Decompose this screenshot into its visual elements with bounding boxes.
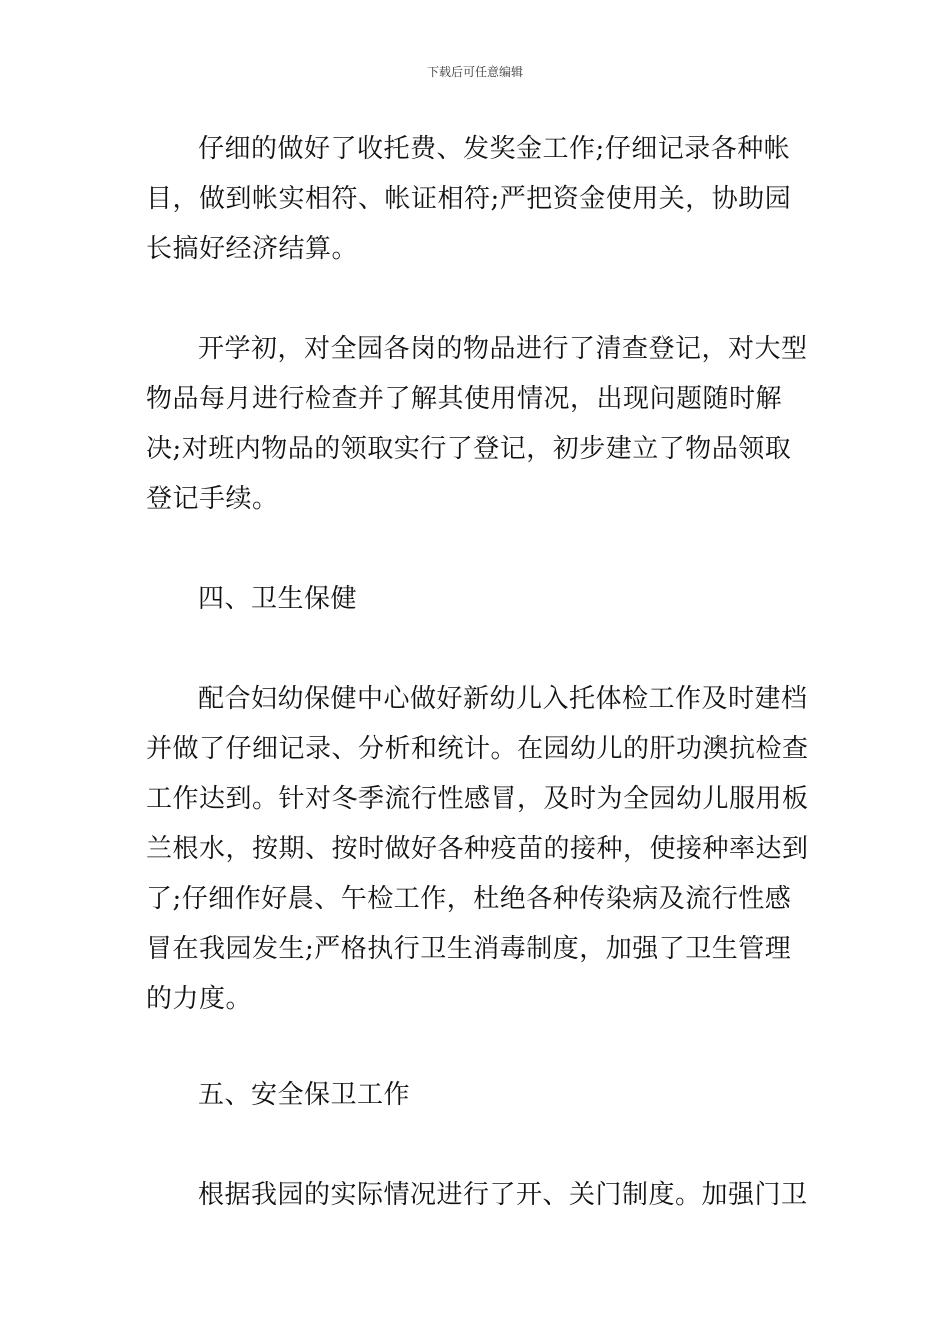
paragraph-health: 配合妇幼保健中心做好新幼儿入托体检工作及时建档并做了仔细记录、分析和统计。在园幼儿的肝功澳抗检查工作达到。针对冬季流行性感冒，及时为全园幼儿服用板兰根水，按期、按时做好各种疫苗的接种，使接种率达到了;仔细作好晨、午检工作，杜绝各种传染病及流行性感冒在我园发生;严格执行卫生消毒制度，加强了卫生管理的力度。 — [146, 684, 809, 1014]
paragraph-finance: 仔细的做好了收托费、发奖金工作;仔细记录各种帐目，做到帐实相符、帐证相符;严把资金使用关，协助园长搞好经济结算。 — [146, 134, 792, 264]
paragraph-inventory: 开学初，对全园各岗的物品进行了清查登记，对大型物品每月进行检查并了解其使用情况，出现问题随时解决;对班内物品的领取实行了登记，初步建立了物品领取登记手续。 — [146, 334, 808, 514]
paragraph-security: 根据我园的实际情况进行了开、关门制度。加强门卫 — [198, 1180, 808, 1210]
section-heading-health: 四、卫生保健 — [198, 584, 358, 614]
section-heading-security: 五、安全保卫工作 — [198, 1080, 411, 1110]
page-header: 下载后可任意编辑 — [426, 65, 523, 79]
